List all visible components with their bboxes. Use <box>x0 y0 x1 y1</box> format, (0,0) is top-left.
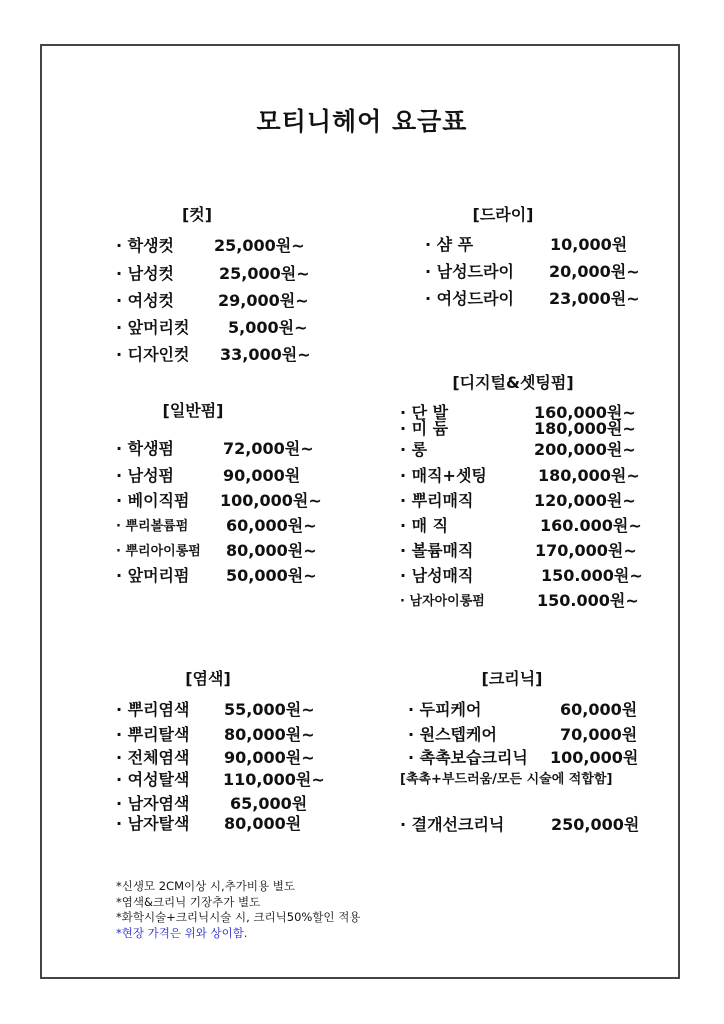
section-heading-perm: [일반펌] <box>162 401 224 420</box>
clinic-note: [촉촉+부드러움/모든 시술에 적합함] <box>400 772 613 787</box>
section-heading-cut: [컷] <box>181 205 213 224</box>
section-heading-digital-perm: [디지털&셋팅펌] <box>452 373 574 392</box>
footnote: *화학시술+크리닉시술 시, 크리닉50%할인 적용 <box>116 910 361 924</box>
footnote-highlight: *현장 가격은 위와 상이함. <box>116 926 248 940</box>
price-sheet-frame <box>40 44 680 979</box>
page-title: 모티니헤어 요금표 <box>256 107 468 136</box>
section-heading-clinic: [크리닉] <box>481 669 543 688</box>
section-heading-dry: [드라이] <box>472 205 534 224</box>
footnote: *염색&크리닉 기장추가 별도 <box>116 895 261 909</box>
footnote: *신생모 2CM이상 시,추가비용 별도 <box>116 879 295 893</box>
section-heading-color: [염색] <box>185 669 231 688</box>
